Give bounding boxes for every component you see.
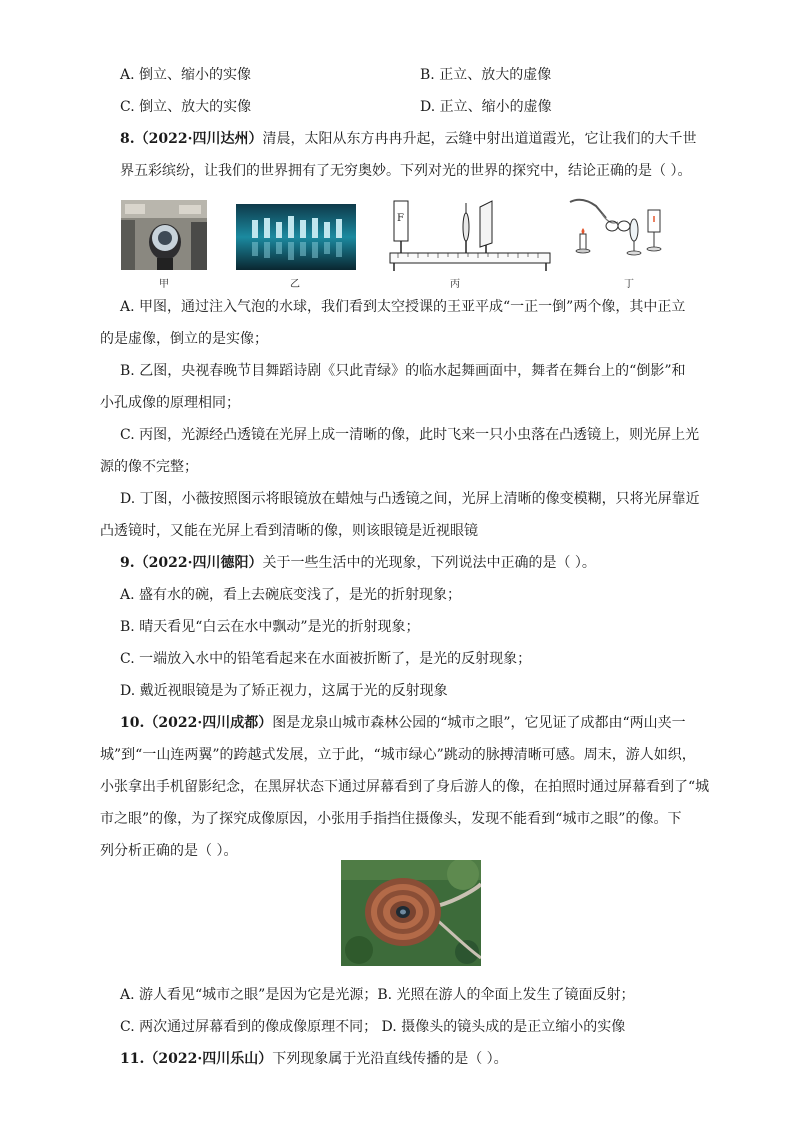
city-eye-photo xyxy=(341,860,481,966)
q10-source: （2022·四川成都） xyxy=(144,715,273,731)
q7-option-d: D. 正立、缩小的虚像 xyxy=(420,99,552,115)
q7-option-c: C. 倒立、放大的实像 xyxy=(120,99,252,115)
figure-jia-photo xyxy=(121,200,207,270)
q10-options-cd: C. 两次通过屏幕看到的像成像原理不同； D. 摄像头的镜头成的是正立缩小的实像 xyxy=(120,1019,626,1035)
figure-ding-label: 丁 xyxy=(624,279,634,290)
q9-number: 9. xyxy=(120,555,135,571)
figure-bing-label: 丙 xyxy=(450,279,460,290)
q8-option-c-line1: C. 丙图，光源经凸透镜在光屏上成一清晰的像，此时飞来一只小虫落在凸透镜上，则光屏上光 xyxy=(120,427,700,443)
q8-option-c-line2: 源的像不完整； xyxy=(100,459,198,475)
q8-option-d-line1: D. 丁图，小薇按照图示将眼镜放在蜡烛与凸透镜之间，光屏上清晰的像变模糊，只将光屏靠近 xyxy=(120,491,700,507)
q9-option-d: D. 戴近视眼镜是为了矫正视力，这属于光的反射现象 xyxy=(120,683,448,699)
figure-yi-photo xyxy=(236,204,356,270)
q9-source: （2022·四川德阳） xyxy=(134,555,263,571)
q11-number: 11. xyxy=(120,1051,145,1067)
q10-options-ab: A. 游人看见“城市之眼”是因为它是光源；B. 光照在游人的伞面上发生了镜面反射； xyxy=(120,987,635,1003)
q9-option-a: A. 盛有水的碗，看上去碗底变浅了，是光的折射现象； xyxy=(120,587,462,603)
q9-stem xyxy=(120,553,596,573)
q10-stem-line5: 列分析正确的是（ ）。 xyxy=(100,843,238,859)
q10-stem-line3: 小张拿出手机留影纪念，在黑屏状态下通过屏幕看到了身后游人的像，在拍照时通过屏幕看到了“城 xyxy=(100,779,710,795)
q10-number: 10. xyxy=(120,715,145,731)
q9-option-b: B. 晴天看见“白云在水中飘动”是光的折射现象； xyxy=(120,619,420,635)
q9-option-c: C. 一端放入水中的铅笔看起来在水面被折断了，是光的反射现象； xyxy=(120,651,532,667)
q8-option-b-line1: B. 乙图，央视春晚节目舞蹈诗剧《只此青绿》的临水起舞画面中，舞者在舞台上的“倒影”和 xyxy=(120,363,686,379)
figure-yi-label: 乙 xyxy=(290,279,300,290)
figure-bing-diagram xyxy=(388,197,552,273)
q9-stem-text: 关于一些生活中的光现象，下列说法中正确的是（ ）。 xyxy=(262,555,596,571)
q8-stem-line1 xyxy=(120,129,696,149)
q8-option-a-line1: A. 甲图，通过注入气泡的水球，我们看到太空授课的王亚平成“一正一倒”两个像，其中正立 xyxy=(120,299,686,315)
figure-jia-label: 甲 xyxy=(159,279,169,290)
q8-number: 8. xyxy=(120,131,135,147)
q8-source: （2022·四川达州） xyxy=(134,131,263,147)
q8-option-b-line2: 小孔成像的原理相同； xyxy=(100,395,240,411)
figure-bing-screen-letter: F xyxy=(397,213,404,224)
figure-ding-diagram xyxy=(562,196,666,268)
q10-stem-text: 图是龙泉山城市森林公园的“城市之眼”，它见证了成都由“两山夹一 xyxy=(272,715,686,731)
q8-option-d-line2: 凸透镜时，又能在光屏上看到清晰的像，则该眼镜是近视眼镜 xyxy=(100,523,478,539)
q10-stem-line1 xyxy=(120,713,686,733)
q8-option-a-line2: 的是虚像，倒立的是实像； xyxy=(100,331,268,347)
q7-option-b: B. 正立、放大的虚像 xyxy=(420,67,552,83)
q11-stem-text: 下列现象属于光沿直线传播的是（ ）。 xyxy=(272,1051,508,1067)
q8-stem-text: 清晨，太阳从东方冉冉升起，云缝中射出道道霞光，它让我们的大千世 xyxy=(262,131,697,147)
q11-stem xyxy=(120,1049,508,1069)
q11-source: （2022·四川乐山） xyxy=(144,1051,273,1067)
q7-option-a: A. 倒立、缩小的实像 xyxy=(120,67,252,83)
q10-stem-line4: 市之眼”的像，为了探究成像原因，小张用手指挡住摄像头，发现不能看到“城市之眼”的像。下 xyxy=(100,811,682,827)
q8-stem-line2: 界五彩缤纷，让我们的世界拥有了无穷奥妙。下列对光的世界的探究中，结论正确的是（ ）。 xyxy=(120,163,692,179)
q10-stem-line2: 城”到“一山连两翼”的跨越式发展，立于此，“城市绿心”跳动的脉搏清晰可感。周末，游人如织， xyxy=(100,747,696,763)
